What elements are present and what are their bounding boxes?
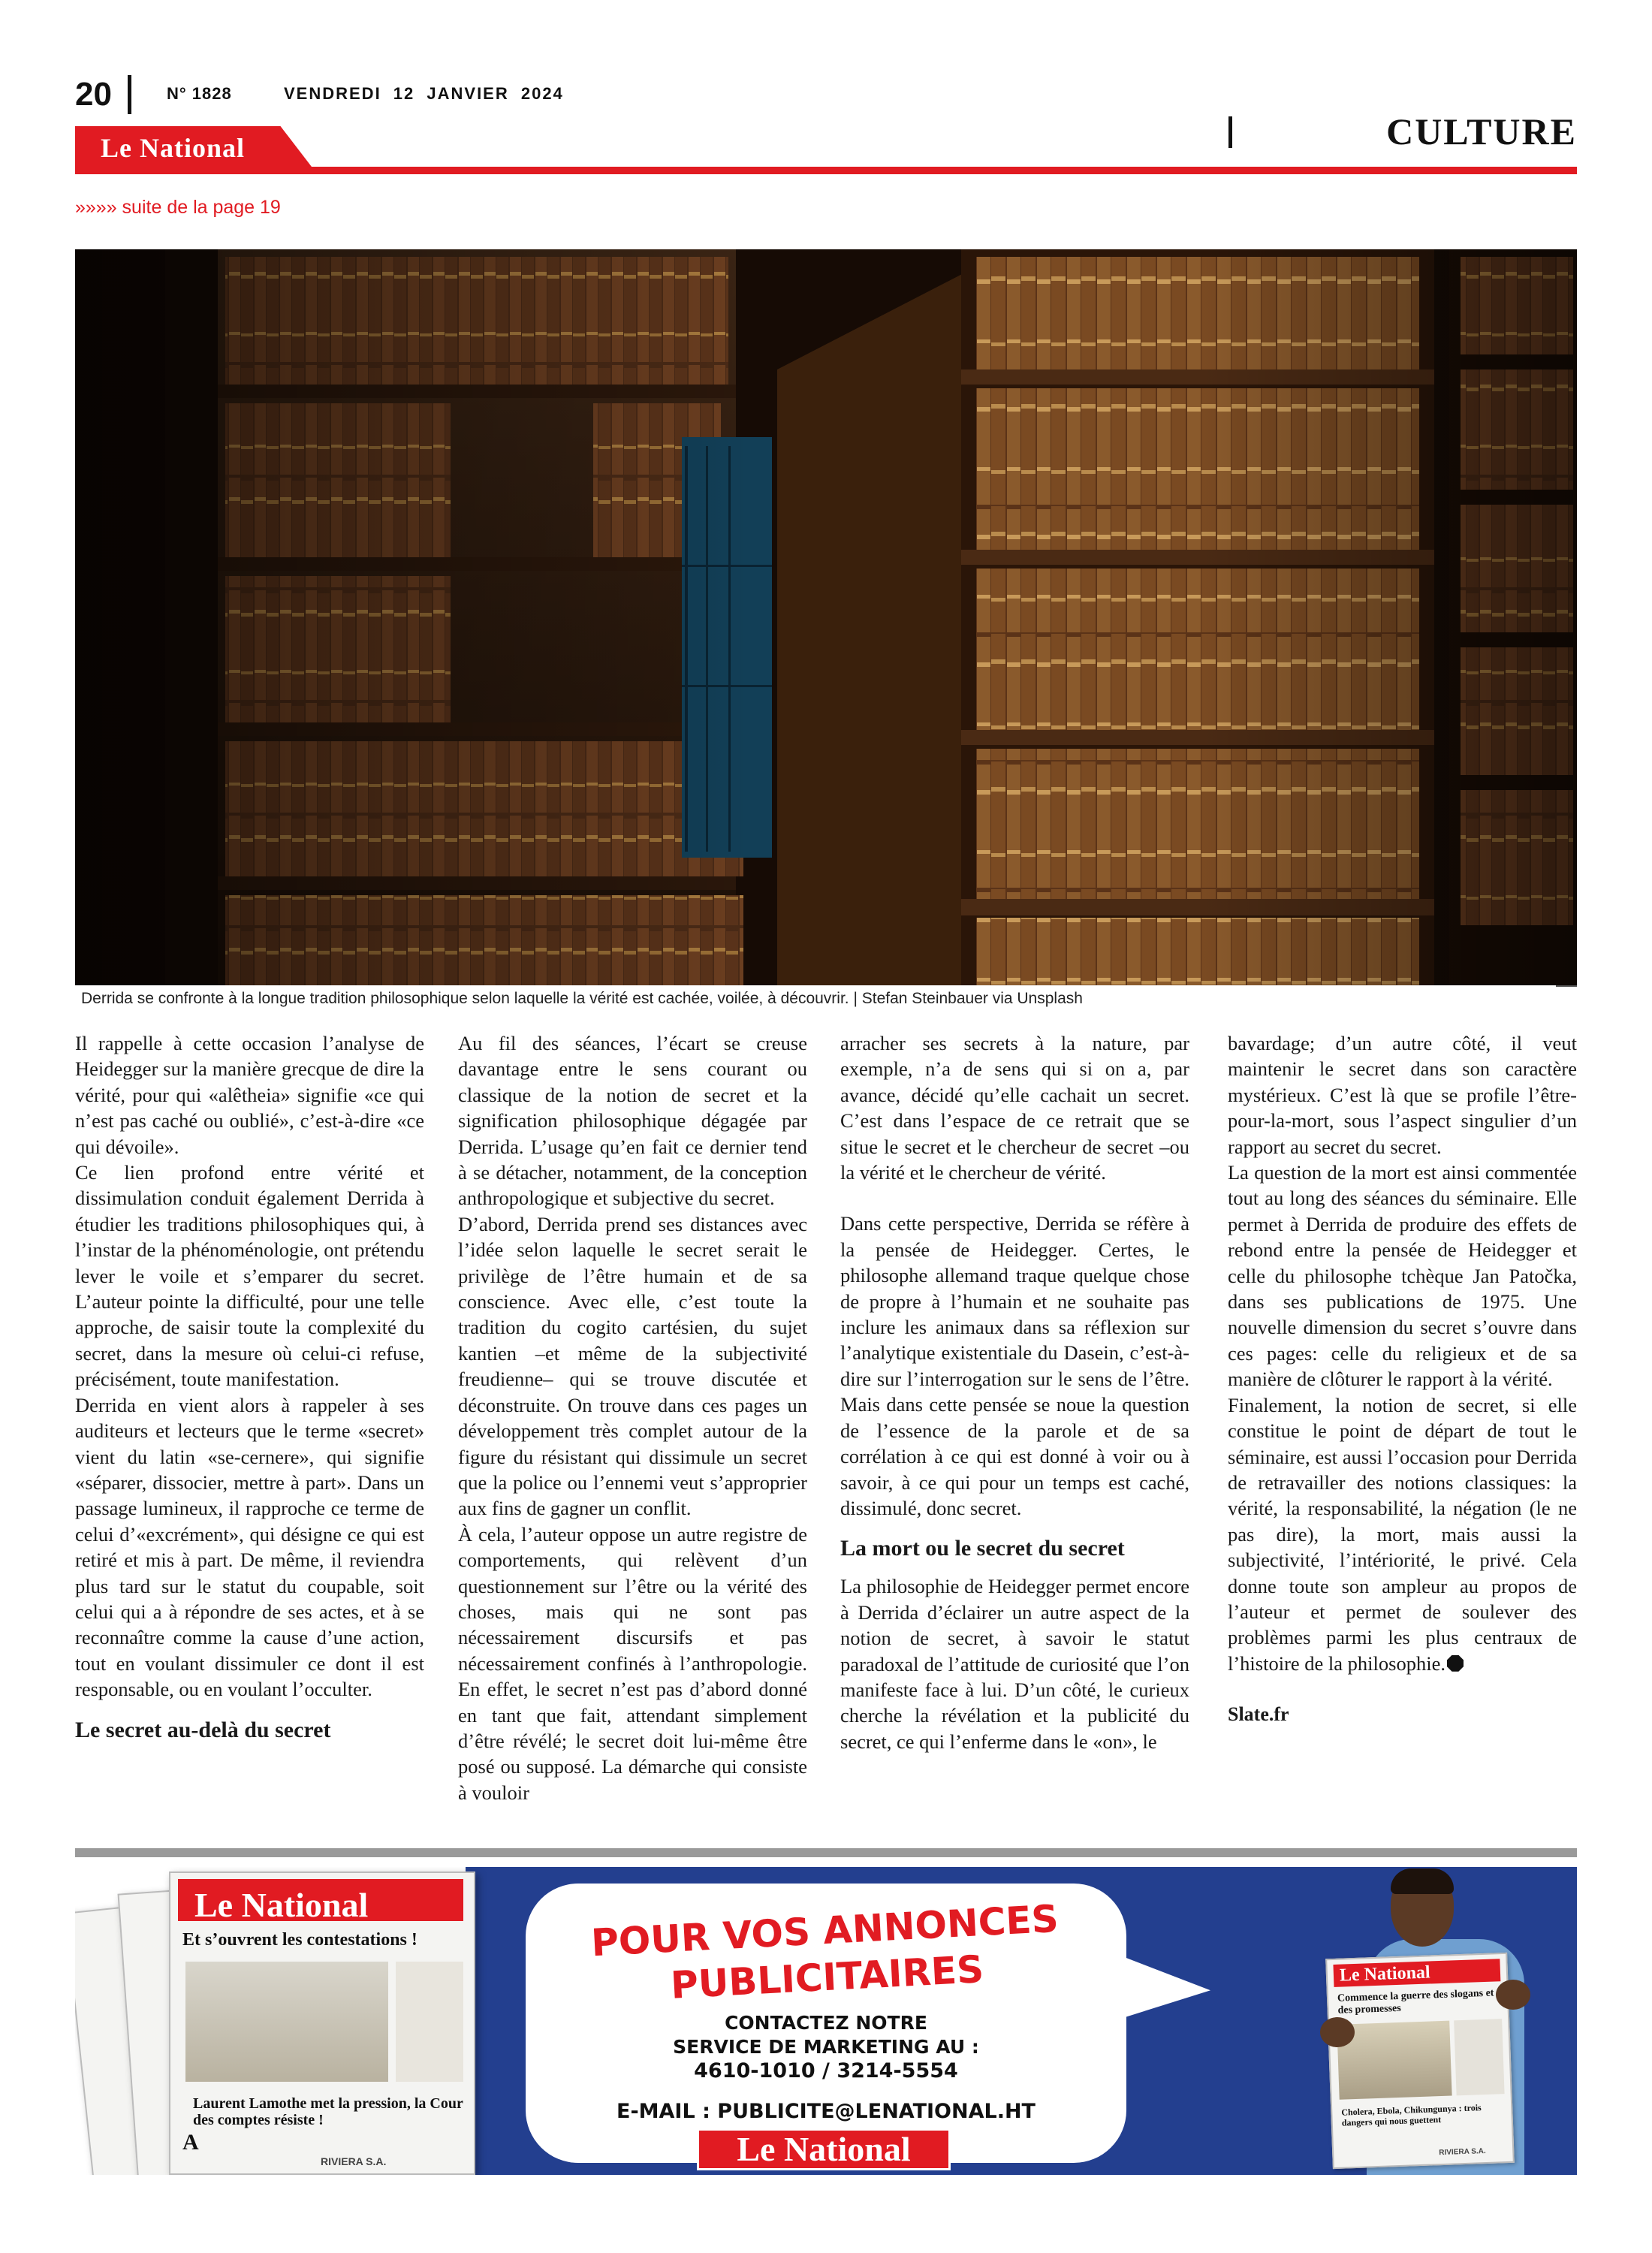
person-hair	[1391, 1868, 1454, 1894]
ad-brand-logo	[697, 2128, 951, 2170]
newspaper-stack-image	[75, 1867, 556, 2175]
paragraph: La question de la mort est ainsi commentée tout au long des séances du séminaire. Elle permet à Derrida de produire des effets de rebond entre la pensée de Heidegger et celle du philosophe tchèque Jan Patočka, dans ses publications de 1975. Une nouvelle dimension du secret s’ouvre dans ces pages: celle du religieux et de sa manière de clôturer le rapport à la vérité.	[1228, 1161, 1577, 1391]
held-masthead-logo: Le National	[1339, 1962, 1431, 1986]
held-newspaper-headline: Commence la guerre des slogans et des promesses	[1337, 1987, 1494, 2016]
article-column-2	[458, 1030, 807, 1805]
newspaper-dropcap: A	[182, 2130, 199, 2155]
person-right-hand	[1496, 1980, 1530, 2010]
section-divider	[1228, 116, 1232, 148]
ad-phone-numbers[interactable]: 4610-1010 / 3214-5554	[694, 2059, 958, 2083]
article-photo	[75, 249, 1577, 985]
subheading: La mort ou le secret du secret	[840, 1536, 1125, 1561]
page-number: 20	[75, 76, 112, 113]
ad-brand-logo-text: Le National	[737, 2130, 911, 2168]
paragraph: Au fil des séances, l’écart se creuse davantage entre le sens courant ou classique de la notion de secret et la signification philosophique dégagée par Derrida. L’usage qu’en fait ce dernier tend à se détacher, notamment, de la conception anthropologique et subjective du secret.	[458, 1032, 807, 1210]
paragraph: La philosophie de Heidegger permet encore à Derrida d’éclairer un autre aspect de la notion de secret, à savoir le statut paradoxal de l’attitude de curiosité que l’on manifeste face à lui. D’un côté, le curieux cherche la révélation et la publicité du secret, ce qui l’enferme dans le «on», le	[840, 1575, 1189, 1753]
paragraph-text: Finalement, la notion de secret, si elle constitue le point de départ de tout le séminaire, est aussi l’occasion pour Derrida de retravailler des notions classiques: la vérité, la responsabilité, la négation (le ne pas dire), la mort, mais aussi la subjectivité, l’intériorité, le privé. Cela donne toute son ampleur au propos de l’auteur et permet de soulever des problèmes parmi les plus centraux de l’histoire de la philosophie.	[1228, 1393, 1577, 1675]
article-column-3	[840, 1030, 1189, 1754]
paragraph: À cela, l’auteur oppose un autre registre de comportements, qui relèvent d’un questionnement sur l’être ou la vérité des choses, mais qui ne sont pas nécessairement discursifs et pas nécessairement confinés à l’anthropologie. En effet, le secret n’est pas d’abord donné en tant que fait, attendant simplement d’être révélé; le secret doit lui-même être posé ou supposé. La démarche qui consiste à vouloir	[458, 1522, 807, 1804]
newspaper-masthead	[178, 1879, 463, 1924]
header-rule	[75, 167, 1577, 174]
ad-contact-line: SERVICE DE MARKETING AU :	[673, 2036, 979, 2058]
newspaper-cartoon-image	[185, 1962, 388, 2082]
ad-contact-text	[526, 2011, 1126, 2059]
article-body	[75, 1030, 1577, 1841]
paragraph: Dans cette perspective, Derrida se réfère à la pensée de Heidegger. Certes, le philosophe allemand traque quelque chose de propre à l’humain et ne souhaite pas inclure les animaux dans sa réflexion sur l’analytique existentiale du Dasein, c’est-à-dire sur l’interrogation sur le sens de l’être. Mais dans cette pensée se noue la question de l’essence de la parole et de sa corrélation à ce qui est donné à voir ou à savoir, à ce qui pour un temps est caché, dissimulé, donc secret.	[840, 1212, 1189, 1519]
subheading: Le secret au-delà du secret	[75, 1717, 331, 1742]
issue-date: VENDREDI 12 JANVIER 2024	[284, 84, 564, 103]
newspaper-headline: Et s’ouvrent les contestations !	[182, 1930, 418, 1950]
held-newspaper-subheadline: Cholera, Ebola, Chikungunya : trois dangers qui nous guettent	[1341, 2102, 1482, 2128]
issue-number: N° 1828	[167, 84, 232, 103]
person-holding-newspaper-image	[1277, 1867, 1547, 2175]
caption-rule	[1556, 985, 1577, 987]
ad-email[interactable]: E-MAIL : PUBLICITE@LENATIONAL.HT	[616, 2100, 1036, 2123]
newspaper-footer-ad: RIVIERA S.A.	[321, 2155, 387, 2167]
newspaper-front-page	[169, 1871, 475, 2175]
paragraph: bavardage; d’un autre côté, il veut maintenir le secret dans son caractère mystérieux. C’est là que se profile l’être-pour-la-mort, sous l’aspect singulier d’un rapport au secret du secret.	[1228, 1032, 1577, 1158]
article-column-4	[1228, 1030, 1577, 1728]
bookshelf-illustration	[75, 249, 1577, 985]
paragraph: Derrida en vient alors à rappeler à ses auditeurs et lecteurs que le terme «secret» vient du latin «se-cernere», qui signifie «séparer, dissocier, mettre à part». Dans un passage lumineux, il rapproche ce terme de celui d’«excrément», qui désigne ce qui est retiré et mis à part. De même, il reviendra plus tard sur le statut du coupable, soit celui qui a à répondre de ses actes, et à se reconnaître comme la cause d’une action, tout en voulant dissimuler ce dont il est responsable, ou en voulant l’occulter.	[75, 1393, 424, 1701]
paragraph: arracher ses secrets à la nature, par exemple, n’a de sens qui si on a, par avance, décidé qu’elle cachait un secret. C’est dans l’espace de ce retrait que se situe le secret et le chercheur de secret –ou la vérité et le chercheur de vérité.	[840, 1032, 1189, 1184]
newspaper-subheadline: Laurent Lamothe met la pression, la Cour des comptes résiste !	[193, 2095, 463, 2128]
continued-from-link[interactable]: »»»» suite de la page 19	[75, 197, 281, 218]
brand-logo: Le National	[101, 133, 246, 163]
header-divider	[128, 75, 131, 114]
paragraph	[1228, 1392, 1577, 1676]
section-title: CULTURE	[1386, 110, 1577, 152]
newspaper-sidebar	[396, 1962, 463, 2082]
paragraph: Il rappelle à cette occasion l’analyse de Heidegger sur la manière grecque de dire la vérité, pour qui «alêtheia» signifie «ce qui n’est pas caché ou oublié», c’est-à-dire «ce qui dévoile».	[75, 1032, 424, 1158]
paragraph: D’abord, Derrida prend ses distances avec l’idée selon laquelle le secret serait le privilège de l’être humain et de sa conscience. Avec elle, c’est toute la tradition du cogito cartésien, du sujet kantien –et même de la subjectivité freudienne– qui se trouve discutée et déconstruite. On trouve dans ces pages un développement très complet autour de la figure du résistant qui dissimule un secret que la police ou l’ennemi veut s’approprier aux fins de gagner un conflit.	[458, 1212, 807, 1520]
held-newspaper-masthead	[1333, 1959, 1500, 1987]
page-header	[75, 72, 1577, 117]
masthead-logo: Le National	[194, 1886, 369, 1924]
held-newspaper	[1325, 1953, 1515, 2169]
photo-caption: Derrida se confronte à la longue tradition philosophique selon laquelle la vérité est cachée, voilée, à découvrir. | Stefan Steinbauer via Unsplash	[81, 990, 1083, 1007]
held-newspaper-footer-ad: RIVIERA S.A.	[1439, 2147, 1486, 2158]
held-newspaper-sidebar	[1454, 2019, 1504, 2095]
ad-title: POUR VOS ANNONCES PUBLICITAIRES	[589, 1896, 1060, 2007]
ad-contact-line: CONTACTEZ NOTRE	[725, 2012, 927, 2034]
person-left-hand	[1320, 2017, 1355, 2047]
section-separator	[75, 1848, 1577, 1857]
paragraph: Ce lien profond entre vérité et dissimulation conduit également Derrida à étudier les traditions philosophiques qui, à l’instar de la phénoménologie, ont prétendu lever le voile et s’emparer du secret. L’auteur pointe la difficulté, pour une telle approche, de saisir toute la complexité du secret, dans la mesure où celui-ci refuse, précisément, toute manifestation.	[75, 1161, 424, 1391]
end-of-article-icon	[1447, 1655, 1464, 1672]
advertisement-banner[interactable]	[75, 1867, 1577, 2175]
article-column-1	[75, 1030, 424, 1755]
article-source: Slate.fr	[1228, 1703, 1289, 1726]
